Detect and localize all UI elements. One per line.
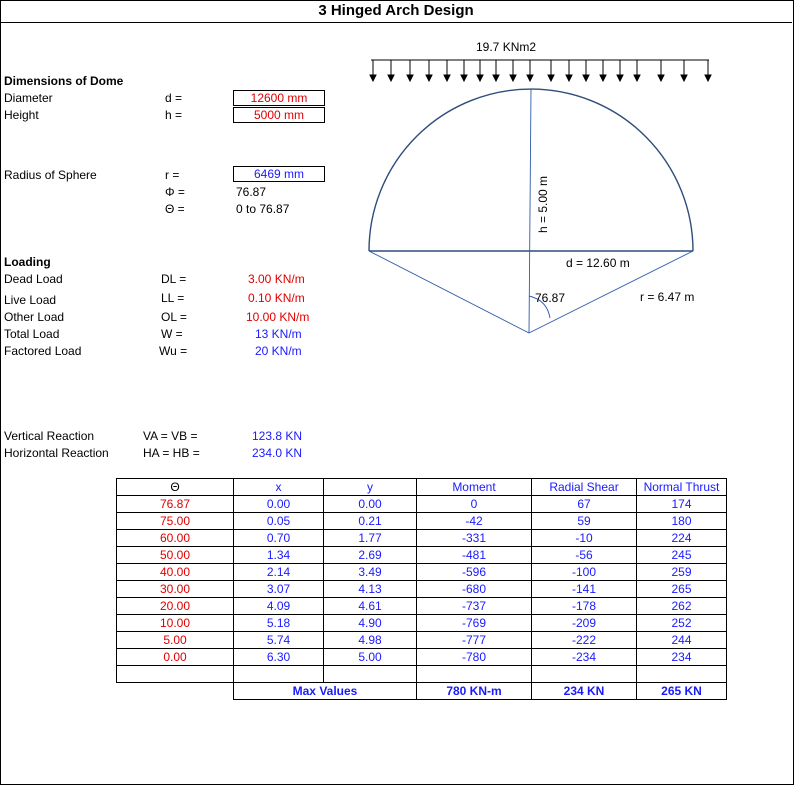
load-arrow-head [493, 75, 499, 81]
moment-cell: -481 [417, 547, 532, 564]
moment-cell: -737 [417, 598, 532, 615]
vertical-reaction-value: 123.8 KN [252, 429, 303, 443]
theta-value: 0 to 76.87 [236, 202, 290, 216]
empty-cell [637, 666, 727, 683]
angle-label: 76.87 [535, 291, 566, 305]
empty-cell [117, 666, 234, 683]
empty-cell [532, 666, 637, 683]
normal-thrust-cell: 262 [637, 598, 727, 615]
theta-symbol: Θ = [165, 202, 185, 216]
y-cell: 4.90 [324, 615, 417, 632]
table-row [117, 513, 727, 530]
height-input[interactable]: 5000 mm [233, 107, 325, 123]
radial-shear-cell: 59 [532, 513, 637, 530]
factored-load-label: Factored Load [4, 344, 82, 358]
load-arrow-head [600, 75, 606, 81]
load-arrow-head [658, 75, 664, 81]
height-symbol: h = [165, 108, 183, 122]
loading-heading: Loading [4, 255, 51, 269]
radius-line-left [369, 251, 529, 333]
radius-symbol: r = [165, 168, 180, 182]
radius-value: 6469 mm [233, 166, 325, 182]
phi-value: 76.87 [236, 185, 267, 199]
moment-cell: -769 [417, 615, 532, 632]
normal-thrust-cell: 180 [637, 513, 727, 530]
header-normal-thrust: Normal Thrust [637, 479, 727, 496]
x-cell: 6.30 [234, 649, 324, 666]
diameter-label: Diameter [4, 91, 53, 105]
radius-label: Radius of Sphere [4, 168, 97, 182]
dimensions-heading: Dimensions of Dome [4, 74, 124, 88]
phi-symbol: Φ = [165, 185, 185, 199]
theta-cell: 75.00 [117, 513, 234, 530]
normal-thrust-cell: 174 [637, 496, 727, 513]
dead-load-value[interactable]: 3.00 KN/m [248, 272, 305, 286]
factored-load-symbol: Wu = [159, 344, 188, 358]
x-cell: 4.09 [234, 598, 324, 615]
load-arrow-head [566, 75, 572, 81]
theta-cell: 76.87 [117, 496, 234, 513]
table-row [117, 581, 727, 598]
y-cell: 5.00 [324, 649, 417, 666]
theta-cell: 40.00 [117, 564, 234, 581]
x-cell: 0.05 [234, 513, 324, 530]
header-moment: Moment [417, 479, 532, 496]
table-row [117, 530, 727, 547]
live-load-value[interactable]: 0.10 KN/m [248, 291, 305, 305]
normal-thrust-cell: 244 [637, 632, 727, 649]
radial-shear-cell: -100 [532, 564, 637, 581]
diameter-input[interactable]: 12600 mm [233, 90, 325, 106]
load-arrow-head [681, 75, 687, 81]
moment-cell: -777 [417, 632, 532, 649]
x-cell: 5.74 [234, 632, 324, 649]
radial-shear-cell: -56 [532, 547, 637, 564]
other-load-value[interactable]: 10.00 KN/m [246, 310, 310, 324]
max-values-label: Max Values [234, 683, 417, 700]
page-title: 3 Hinged Arch Design [0, 0, 792, 23]
theta-cell: 0.00 [117, 649, 234, 666]
moment-cell: -780 [417, 649, 532, 666]
height-dimension-label: h = 5.00 m [536, 175, 550, 233]
radial-shear-cell: -209 [532, 615, 637, 632]
max-shear-value: 234 KN [532, 683, 637, 700]
load-arrow-head [388, 75, 394, 81]
load-arrow-head [444, 75, 450, 81]
load-arrow-head [634, 75, 640, 81]
max-values-row [117, 683, 727, 700]
y-cell: 4.61 [324, 598, 417, 615]
table-row [117, 615, 727, 632]
table-row [117, 564, 727, 581]
radial-shear-cell: -10 [532, 530, 637, 547]
empty-cell [234, 666, 324, 683]
normal-thrust-cell: 234 [637, 649, 727, 666]
y-cell: 0.21 [324, 513, 417, 530]
vertical-reaction-label: Vertical Reaction [4, 429, 95, 443]
load-arrow-head [617, 75, 623, 81]
empty-cell [417, 666, 532, 683]
horizontal-reaction-value: 234.0 KN [252, 446, 303, 460]
load-arrow-head [477, 75, 483, 81]
load-label: 19.7 KNm2 [476, 40, 537, 54]
live-load-label: Live Load [4, 293, 57, 307]
normal-thrust-cell: 252 [637, 615, 727, 632]
radius-dimension-label: r = 6.47 m [640, 290, 695, 304]
header-radial-shear: Radial Shear [532, 479, 637, 496]
table-empty-row [117, 666, 727, 683]
theta-cell: 30.00 [117, 581, 234, 598]
total-load-label: Total Load [4, 327, 60, 341]
diameter-dimension-label: d = 12.60 m [566, 256, 630, 270]
load-arrow-head [461, 75, 467, 81]
x-cell: 2.14 [234, 564, 324, 581]
x-cell: 0.00 [234, 496, 324, 513]
y-cell: 3.49 [324, 564, 417, 581]
vertical-reaction-symbol: VA = VB = [143, 429, 198, 443]
dead-load-label: Dead Load [4, 272, 63, 286]
y-cell: 0.00 [324, 496, 417, 513]
table-row [117, 496, 727, 513]
y-cell: 4.98 [324, 632, 417, 649]
table-row [117, 632, 727, 649]
dead-load-symbol: DL = [161, 272, 187, 286]
theta-cell: 50.00 [117, 547, 234, 564]
table-row [117, 649, 727, 666]
max-row-blank [117, 683, 234, 700]
load-arrow-head [548, 75, 554, 81]
factored-load-value: 20 KN/m [255, 344, 302, 358]
radial-shear-cell: -234 [532, 649, 637, 666]
height-label: Height [4, 108, 39, 122]
x-cell: 1.34 [234, 547, 324, 564]
max-thrust-value: 265 KN [637, 683, 727, 700]
header-x: x [234, 479, 324, 496]
total-load-value: 13 KN/m [255, 327, 302, 341]
horizontal-reaction-label: Horizontal Reaction [4, 446, 109, 460]
header-theta: Θ [117, 479, 234, 496]
normal-thrust-cell: 265 [637, 581, 727, 598]
x-cell: 0.70 [234, 530, 324, 547]
x-cell: 5.18 [234, 615, 324, 632]
moment-cell: 0 [417, 496, 532, 513]
table-row [117, 598, 727, 615]
load-arrow-head [527, 75, 533, 81]
moment-cell: -331 [417, 530, 532, 547]
diameter-symbol: d = [165, 91, 183, 105]
horizontal-reaction-symbol: HA = HB = [143, 446, 200, 460]
theta-cell: 5.00 [117, 632, 234, 649]
total-load-symbol: W = [161, 327, 183, 341]
radial-shear-cell: 67 [532, 496, 637, 513]
empty-cell [324, 666, 417, 683]
moment-cell: -42 [417, 513, 532, 530]
x-cell: 3.07 [234, 581, 324, 598]
load-arrow-head [705, 75, 711, 81]
y-cell: 1.77 [324, 530, 417, 547]
load-arrow-head [407, 75, 413, 81]
results-table [116, 478, 727, 700]
theta-cell: 10.00 [117, 615, 234, 632]
max-moment-value: 780 KN-m [417, 683, 532, 700]
theta-cell: 60.00 [117, 530, 234, 547]
moment-cell: -596 [417, 564, 532, 581]
theta-cell: 20.00 [117, 598, 234, 615]
normal-thrust-cell: 245 [637, 547, 727, 564]
live-load-symbol: LL = [161, 291, 185, 305]
radial-shear-cell: -178 [532, 598, 637, 615]
moment-cell: -680 [417, 581, 532, 598]
normal-thrust-cell: 259 [637, 564, 727, 581]
header-y: y [324, 479, 417, 496]
table-header-row [117, 479, 727, 496]
radial-shear-cell: -141 [532, 581, 637, 598]
load-arrow-head [426, 75, 432, 81]
load-arrow-head [510, 75, 516, 81]
other-load-symbol: OL = [161, 310, 187, 324]
load-arrow-head [583, 75, 589, 81]
y-cell: 4.13 [324, 581, 417, 598]
y-cell: 2.69 [324, 547, 417, 564]
table-row [117, 547, 727, 564]
radial-shear-cell: -222 [532, 632, 637, 649]
load-arrow-head [370, 75, 376, 81]
normal-thrust-cell: 224 [637, 530, 727, 547]
load-arrows [370, 60, 711, 81]
other-load-label: Other Load [4, 310, 65, 324]
